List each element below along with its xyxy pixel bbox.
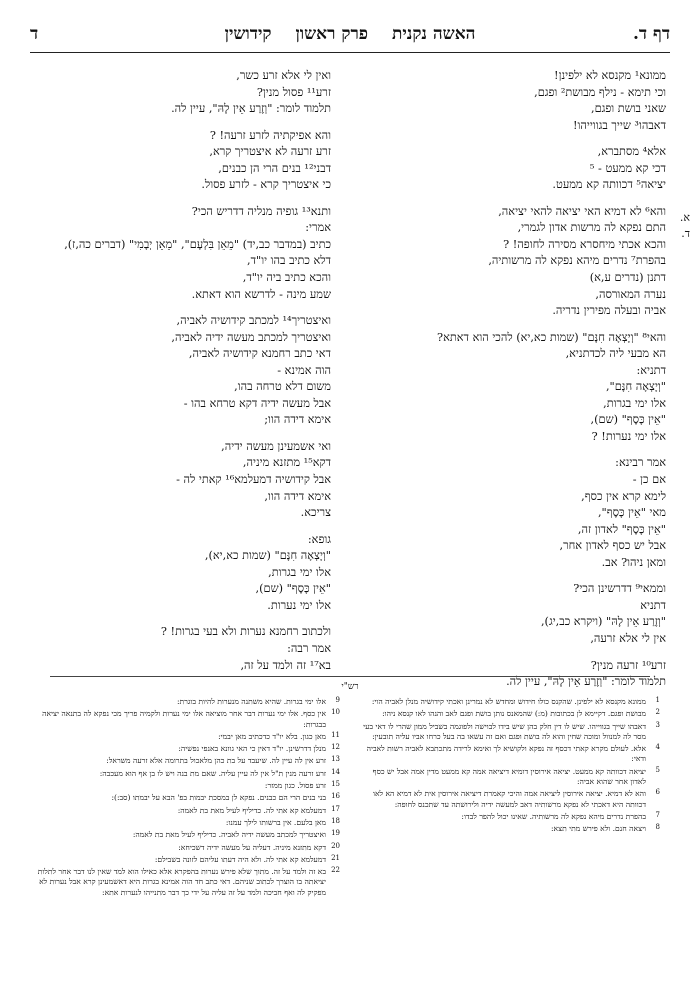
text-line: בא¹⁷ זה ולמד על זה, <box>240 658 331 672</box>
rashi-note <box>36 866 340 898</box>
main-text-right-column <box>351 68 690 691</box>
text-line: שמע מינה - לדרשא הוא דאתא. <box>191 287 331 301</box>
text-line: לימא קרא אין כסף, <box>581 489 666 503</box>
text-line: אבל מעשה ידיה דקא טרחא בהו - <box>183 396 331 410</box>
note-number: 3 <box>655 720 660 729</box>
text-line: דקא¹⁵ מתזנא מיניה, <box>242 456 331 470</box>
chapter-number: פרק ראשון <box>295 24 369 44</box>
text-line: דבני¹² בנים הרי הן כבנים, <box>218 161 331 175</box>
margin-marker: א. <box>679 211 690 224</box>
note-number: 1 <box>655 696 660 704</box>
text-line: זרע זרעה לא איצטריך קרא, <box>209 145 331 159</box>
rashi-note <box>36 708 340 730</box>
rashi-note <box>356 765 660 788</box>
rashi-note <box>36 696 340 707</box>
text-line: אין לי אלא זרעה, <box>590 631 666 645</box>
paragraph-gap <box>31 303 331 313</box>
text-line: אלו ימי בגרות, <box>268 565 331 579</box>
rashi-notes-right-column <box>356 696 660 837</box>
text-line: אלו ימי בגרות, <box>603 396 666 410</box>
text-line: והכא כתיב ביה יו"ד, <box>242 271 331 285</box>
tractate-name: קידושין <box>224 24 272 44</box>
rashi-note <box>36 841 340 853</box>
text-line: דתניא <box>640 598 666 612</box>
text-line: אבל יש כסף לאדון אחר, <box>559 539 666 553</box>
note-text: דמעלמא קא אתי לה. ולא היה דעתו עליהם לזונה בשבילם: <box>154 854 326 864</box>
text-line: "אֵין כָּסֶף" (שם), <box>255 582 331 596</box>
note-text: בא זה ולמד על זה. מתוך שלא פירש נערות בהפקרא אלא כאילו הוא למד שאין לנו דבר אחר לתלות יציאתה בו הוצרך לכתוב שניהם. דאי כתב חד הוה אמינא בגרות היא דאשמעינן קרא אבל נערות לא מפקיק לה ואף חביכה ולמד על זה עליה על ידי כך דבר מתנייהו לנערות אתא: <box>37 867 326 897</box>
text-line: צריכא. <box>300 506 331 520</box>
rashi-note <box>356 743 660 765</box>
text-line: דאי כתב רחמנא קידושיה לאביה, <box>188 347 331 361</box>
note-text: זרע זרעה מנין ת"ל אין לה עיין עליה. שאם מת בנה ויש לו בן אף הוא מעכבה: <box>99 768 326 778</box>
note-text: אין כסף. אלו ימי נערות דבר אחר מוציאה אלו ימי נערות ולקמיה פריך מכי נפקא לה בתנאה יציאה בבגרות: <box>42 709 326 729</box>
note-number: 6 <box>655 788 660 797</box>
note-text: בני בנים הרי הם כבנים. נפקא לן במסכת יבמות בפ' הבא על יבמתו (סב:): <box>111 793 326 803</box>
text-line: בהפרת⁷ נדרים מיהא נפקא לה מרשותיה, <box>488 254 666 268</box>
text-line: תלמוד לומר: "וְזֶרַע אֵין לָהּ", עיין לה. <box>506 675 666 689</box>
text-line: מאי "אֵין כָּסֶף", <box>597 506 666 520</box>
text-line: אמר רבה: <box>287 641 331 655</box>
rashi-note <box>36 853 340 865</box>
text-line: דלא כתיב בהו יו"ד, <box>247 254 331 268</box>
rashi-note <box>36 816 340 828</box>
page-number: דף ד. <box>633 24 670 44</box>
margin-marker: ד. <box>681 227 690 240</box>
note-number: 9 <box>335 696 340 704</box>
rashi-note <box>36 780 340 791</box>
note-number: 12 <box>331 743 340 752</box>
note-text: יציאה דכוותה קא ממעט. יציאה אירוסין דומיא דיציאה אמה קא ממעט מדין אמה אבל יש כסף לאדון אחר שהוא אביה: <box>372 766 646 787</box>
note-number: 16 <box>331 792 340 801</box>
text-line: דתנן (נדרים ע,א) <box>589 271 666 285</box>
rashi-note <box>356 696 660 707</box>
note-number: 14 <box>331 767 340 776</box>
text-line: ואיצטריך¹⁴ למכתב קידושיה לאביה, <box>176 314 331 328</box>
text-line: "אֵין כָּסֶף" (שם), <box>590 413 666 427</box>
main-text-left-column <box>31 68 331 674</box>
note-text: ממונא מקנסא לא ילפינן. שהקנס כולו חידוש ומחדש לא נמרינן ואכתי קידושיה מנלן לאביה הוי: <box>371 697 646 706</box>
page-header <box>30 20 670 53</box>
note-text: ואיצטריך למכתב מעשה ידיה לאביה. כדיליף לעיל מאת בת לאמה: <box>132 830 326 840</box>
note-text: והא לא דמיא. יציאה אירוסין ליציאה אמה והיכי קאמרת דיציאה אירוסין אית לא דמיא הא לאו דכוותה היא דאכתי לא נפקא מרשותיה דאב למעשה ידיה ולירושתה עד שתכנס לחופה: <box>373 789 646 809</box>
text-line: "וְזֶרַע אֵין לָהּ" (ויקרא כב,יג), <box>540 615 666 629</box>
note-number: 8 <box>655 823 660 832</box>
text-line: יציאה⁵ דכוותה קא ממעט. <box>552 178 666 192</box>
note-number: 21 <box>331 853 340 862</box>
text-line: "וְיָצְאָה חִנָּם", <box>605 380 666 394</box>
note-text: מאן בלעם. אין ברשותו לילך עמנו: <box>225 817 326 827</box>
note-text: מבושת ופגם. דקיימא לן בכתובות (מ:) שהמאנס נותן בושת ופגם לאב והנהו לאו קנסא ניהו: <box>382 709 646 719</box>
rashi-note <box>36 730 340 742</box>
note-number: 22 <box>331 866 340 875</box>
note-text: ויצאה חנם. ולא פירש מתי תצא: <box>551 824 646 834</box>
note-text: זרע פסול. כגון ממזר: <box>264 781 326 791</box>
note-text: מאן כגון. בלא יו"ד כדכתיב מאן יבמי: <box>218 731 326 741</box>
text-line: והא⁶ לא דמיא האי יציאה להאי יציאה, <box>498 204 666 218</box>
text-line: אלו ימי נערות. <box>267 598 331 612</box>
text-line: ולכתוב רחמנא נערות ולא בעי בגרות! ? <box>160 625 331 639</box>
text-line: דתניא: <box>636 363 666 377</box>
paragraph-gap <box>31 429 331 439</box>
text-line: אמרי: <box>305 221 331 235</box>
text-line: כי איצטריך קרא - לזרע פסול. <box>201 178 331 192</box>
text-line: והכא אכתי מיחסרא מסירה לחופה! ? <box>503 237 666 251</box>
paragraph-gap <box>351 445 666 455</box>
note-text: דמעלמא קא אתי לה. כדיליף לעיל מאת בת לאמה: <box>177 805 326 815</box>
note-number: 13 <box>331 755 340 764</box>
rashi-note <box>36 829 340 840</box>
paragraph-gap <box>351 648 666 658</box>
rashi-note <box>356 823 660 834</box>
text-line: אימא דידה הוו, <box>264 489 331 503</box>
rashi-note <box>356 810 660 822</box>
rashi-notes-left-column <box>36 696 340 900</box>
note-number: 19 <box>331 829 340 838</box>
text-line: אלו ימי נערות! ? <box>591 429 666 443</box>
text-line: שאני בושת ופגם, <box>591 102 666 116</box>
note-text: זרע אין לה עיין לה. שיעבד על בת כהן מלאכול בתרומה אלא זרעה משראל: <box>106 756 326 766</box>
text-line: אביה ובעלה מפירין נדריה. <box>552 304 666 318</box>
note-text: אלו ימי בגרות. שהיא משתנה מנערות להיות בוגרת: <box>176 697 326 706</box>
text-line: ממונא¹ מקנסא לא ילפינן! <box>554 69 666 82</box>
note-text: מנלן דדרשינן. יו"ד דאין כי האי גוונא באנפי נפשיה: <box>178 744 326 754</box>
text-line: אמר רבינא: <box>615 456 666 470</box>
note-text: אלא. לעולם מקרא קאתי דכסף זה נפקא ולקושיא לך ואימא לרידה מתכתבא לאביה רשות לאביה ודאי: <box>366 744 646 764</box>
page-letter: ד <box>30 24 39 44</box>
paragraph-gap <box>351 320 666 330</box>
rashi-note <box>356 708 660 719</box>
note-number: 18 <box>331 816 340 825</box>
text-line: והא אפיקתיה לזרע זרעה! ? <box>209 128 331 142</box>
text-line: דכי קא ממעט - ⁵ <box>589 161 666 175</box>
note-number: 11 <box>331 730 340 739</box>
note-text: דאבהו שייך בגווייהו. שיש לו דין חלק בהן שיש בידו לבוישה ולפוגמה בשביל ממון שהרי לו דאי בעי מסר לה למנוול ומוכה שחין והוא לה בושת ופגם ואם זה עשאו בה בעל כרחו אביו עליה תובעין: <box>363 721 646 741</box>
note-number: 10 <box>331 708 340 717</box>
text-line: זרע¹¹ פסול מנין? <box>256 85 331 99</box>
chapter-name: האשה נקנית <box>391 24 476 44</box>
rashi-note <box>36 767 340 779</box>
text-line: זרע¹⁰ זרעה מנין? <box>590 658 666 672</box>
text-line: כתיב (במדבר כב,יד) "מֵאֵן בִּלְעָם", "מֵאֵן יְבָמִי" (דברים כה,ז), <box>64 237 331 251</box>
note-text: דקא מתזנא מיניה. דעליה על מעשה ידיה דשכיחא: <box>178 842 326 852</box>
rashi-note <box>356 788 660 810</box>
rashi-note <box>36 792 340 803</box>
text-line: תלמוד לומר: "וְזֶרַע אֵין לָהּ", עיין לה. <box>171 102 331 116</box>
text-line: וממאי⁹ דדרשינן הכי? <box>573 582 666 596</box>
paragraph-gap <box>31 194 331 204</box>
text-line: וכי תימא - נילף מבושת² ופגם, <box>534 85 666 99</box>
commentary-divider <box>50 676 650 677</box>
text-line: "וְיָצְאָה חִנָּם" (שמות כא,יא), <box>204 549 331 563</box>
running-title <box>30 24 670 44</box>
rashi-note <box>356 720 660 743</box>
note-number: 15 <box>331 780 340 789</box>
text-line: דאבהו³ שייך בגווייהו! <box>572 118 666 132</box>
text-line: והאי⁸ "וְיָצְאָה חִנָּם" (שמות כא,יא) להכי הוא דאתא? <box>437 330 666 344</box>
note-number: 7 <box>655 810 660 819</box>
text-line: משום דלא טרחה בהו, <box>234 380 331 394</box>
text-line: גופא: <box>307 532 331 546</box>
note-number: 20 <box>331 841 340 850</box>
text-line: ומאן ניהו? אב. <box>601 555 666 569</box>
paragraph-gap <box>31 522 331 532</box>
text-line: הא מבעי ליה לכדתניא, <box>565 347 666 361</box>
paragraph-gap <box>351 134 666 144</box>
text-line: אם כן - <box>632 473 666 487</box>
paragraph-gap <box>351 194 666 204</box>
commentary-title: רש"י <box>341 682 359 692</box>
text-line: ואיצטריך למכתב מעשה ידיה לאביה, <box>171 330 331 344</box>
text-line: התם נפקא לה מרשות אדון לגמרי, <box>517 221 666 235</box>
note-number: 5 <box>655 765 660 774</box>
rashi-note <box>36 755 340 766</box>
text-line: אימא דידה הוו; <box>264 413 331 427</box>
paragraph-gap <box>31 614 331 624</box>
text-line: ותנא¹³ גופיה מנליה דדריש הכי? <box>191 204 331 218</box>
note-number: 2 <box>655 708 660 717</box>
text-line: ואין לי אלא זרע כשר, <box>236 69 331 82</box>
rashi-note <box>36 743 340 754</box>
paragraph-gap <box>31 118 331 128</box>
text-line: הוה אמינא - <box>277 363 331 377</box>
text-line: ואי אשמעינן מעשה ידיה, <box>221 439 331 453</box>
text-line: נערה המאורסה, <box>595 287 666 301</box>
text-line: אלא⁴ מסתברא, <box>597 145 666 159</box>
note-text: בהפרת נדרים מיהא נפקא לה מרשותיה. שאינו יכול להפר לבדו: <box>461 811 646 821</box>
note-number: 4 <box>655 743 660 752</box>
text-line: "אֵין כָּסֶף" לאדון זה, <box>577 522 666 536</box>
paragraph-gap <box>351 571 666 581</box>
text-line: אבל קידושיה דמעלמא¹⁶ קאתי לה - <box>176 473 331 487</box>
rashi-note <box>36 804 340 816</box>
note-number: 17 <box>331 804 340 813</box>
